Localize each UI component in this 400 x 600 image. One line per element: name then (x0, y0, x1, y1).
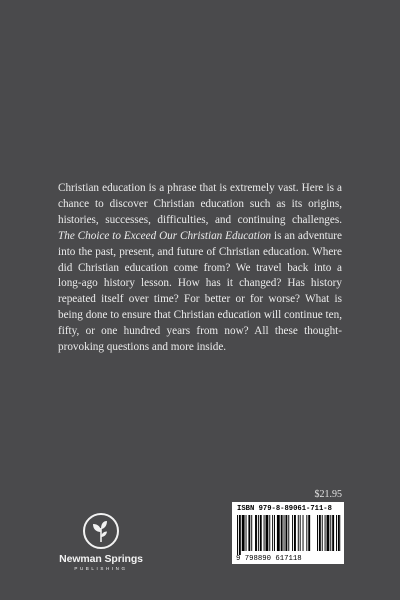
barcode-bar (300, 515, 301, 551)
barcode-bar (266, 515, 269, 551)
barcode-bar (255, 515, 257, 551)
publisher-subtitle: PUBLISHING (74, 566, 128, 571)
barcode-bar (292, 515, 293, 551)
blurb-text-part-2: is an adventure into the past, present, and future of Christian education. Where did Christian education come from? We travel back into a long-ago history lesson. How has it changed? Has history repeated itself over time? For better or for worse? What is being done to ensure that Christian education will continue ten, fifty, or one hundred years from now? All these thought-provoking questions and more inside. (58, 229, 342, 354)
barcode-bar (306, 515, 307, 551)
barcode-bar (248, 515, 250, 551)
addon-barcode-bar (332, 515, 334, 551)
publisher-name: Newman Springs (59, 553, 143, 565)
addon-barcode-bar (322, 515, 323, 551)
barcode-bar (237, 515, 238, 555)
barcode-bar (288, 515, 289, 551)
barcode-bar (284, 515, 285, 551)
barcode-bar (264, 515, 265, 551)
barcode-bar (239, 515, 241, 555)
barcode-bar (272, 515, 273, 551)
addon-barcode-bar (325, 515, 326, 551)
addon-barcode-bar (319, 515, 321, 551)
book-title-italic: The Choice to Exceed Our Christian Education (58, 229, 272, 242)
addon-barcode-bar (327, 515, 330, 551)
barcode-bar (277, 515, 280, 551)
barcode-bar (298, 515, 299, 551)
barcode-bar (242, 515, 245, 551)
barcode-bars (237, 515, 341, 555)
barcode-bar (251, 515, 252, 551)
barcode-bar (246, 515, 247, 551)
isbn-number: ISBN 979-8-89061-711-8 (237, 505, 332, 513)
barcode-bar (260, 515, 262, 551)
barcode-bar (281, 515, 283, 551)
barcode-bar (285, 515, 287, 551)
price-label: $21.95 (314, 489, 342, 500)
blurb-text-part-1: Christian education is a phrase that is extremely vast. Here is a chance to discover Christian education such as its origins, histories, successes, difficulties, and continuing challenges. (58, 182, 342, 226)
isbn-text (237, 505, 332, 513)
addon-barcode-bar (336, 515, 337, 551)
isbn-barcode (232, 502, 344, 564)
barcode-bar (269, 515, 270, 551)
publisher-logo (56, 513, 146, 571)
addon-barcode-bar (338, 515, 340, 551)
barcode-bar (303, 515, 304, 551)
ean-digits: 9 798890 617118 (236, 555, 302, 563)
blurb-paragraph (58, 181, 342, 356)
barcode-bar (308, 515, 310, 551)
barcode-bar (258, 515, 259, 551)
barcode-bar (294, 515, 296, 551)
addon-barcode-bar (317, 515, 318, 551)
addon-barcode-bar (330, 515, 331, 551)
back-cover-blurb (58, 181, 342, 356)
sprout-icon (83, 513, 119, 549)
barcode-bar (274, 515, 275, 551)
